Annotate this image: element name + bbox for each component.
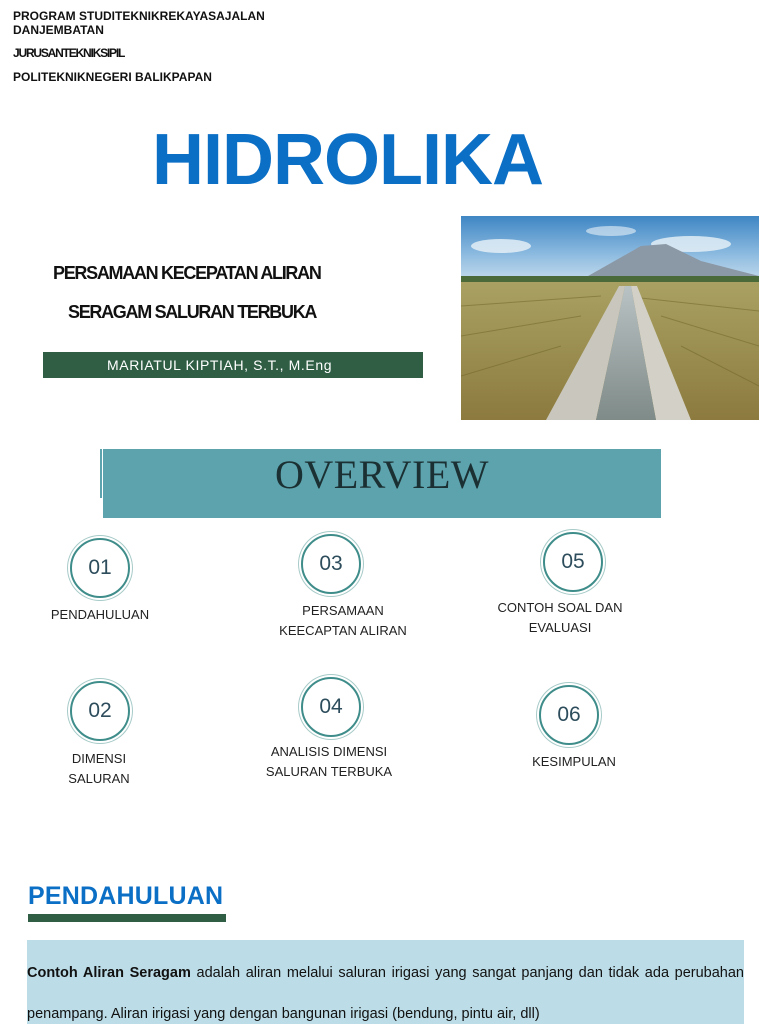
item-03-label-line-1: PERSAMAAN <box>302 603 384 618</box>
section-title: PENDAHULUAN <box>28 882 224 910</box>
header-program <box>13 9 265 37</box>
item-06-number: 06 <box>539 685 599 745</box>
item-02-label-line-2: SALURAN <box>68 771 130 786</box>
item-02-label-line-1: DIMENSI <box>71 751 127 766</box>
item-04-label <box>239 742 419 782</box>
header-department: JURUSANTEKNIKSIPIL <box>13 46 125 60</box>
header-line-1: PROGRAM STUDITEKNIKREKAYASAJALAN <box>13 9 265 23</box>
intro-paragraph <box>27 940 744 1035</box>
author-band <box>43 352 423 378</box>
item-04-number: 04 <box>301 677 361 737</box>
item-04-label-line-2: SALURAN TERBUKA <box>265 764 393 779</box>
subtitle-line-1: PERSAMAAN KECEPATAN ALIRAN <box>53 263 321 283</box>
overview-title: OVERVIEW <box>274 452 490 497</box>
item-05-label <box>480 598 640 638</box>
item-05-number: 05 <box>543 532 603 592</box>
document-title: HIDROLIKA <box>152 120 543 200</box>
irrigation-canal-photo <box>461 216 759 420</box>
subtitle-line-2: SERAGAM SALURAN TERBUKA <box>68 302 317 322</box>
header-institution: POLITEKNIKNEGERI BALIKPAPAN <box>13 70 212 84</box>
item-01-label-line-1: PENDAHULUAN <box>50 607 150 622</box>
item-02-number: 02 <box>70 681 130 741</box>
intro-paragraph-box <box>27 940 744 1024</box>
header-line-2: DANJEMBATAN <box>13 23 104 37</box>
item-01-label <box>30 605 170 625</box>
item-03-number: 03 <box>301 534 361 594</box>
section-underline <box>28 914 226 922</box>
item-05-label-line-2: EVALUASI <box>528 620 592 635</box>
item-06-label-line-1: KESIMPULAN <box>532 754 616 769</box>
item-03-label-line-2: KEECAPTAN ALIRAN <box>279 623 407 638</box>
author-name: MARIATUL KIPTIAH, S.T., M.Eng <box>107 357 333 373</box>
overview-band <box>103 449 661 518</box>
item-02-label <box>30 749 168 789</box>
item-03-label <box>253 601 433 641</box>
item-05-label-line-1: CONTOH SOAL DAN <box>497 600 623 615</box>
item-01-number: 01 <box>70 538 130 598</box>
intro-paragraph-text: adalah aliran melalui saluran irigasi yang sangat panjang dan tidak ada perubahan penampang. Aliran irigasi yang dengan bangunan irigasi (bendung, pintu air, dll) <box>27 965 744 1022</box>
item-04-label-line-1: ANALISIS DIMENSI <box>270 744 388 759</box>
item-06-label <box>494 752 654 772</box>
intro-paragraph-bold: Contoh Aliran Seragam <box>27 965 191 981</box>
